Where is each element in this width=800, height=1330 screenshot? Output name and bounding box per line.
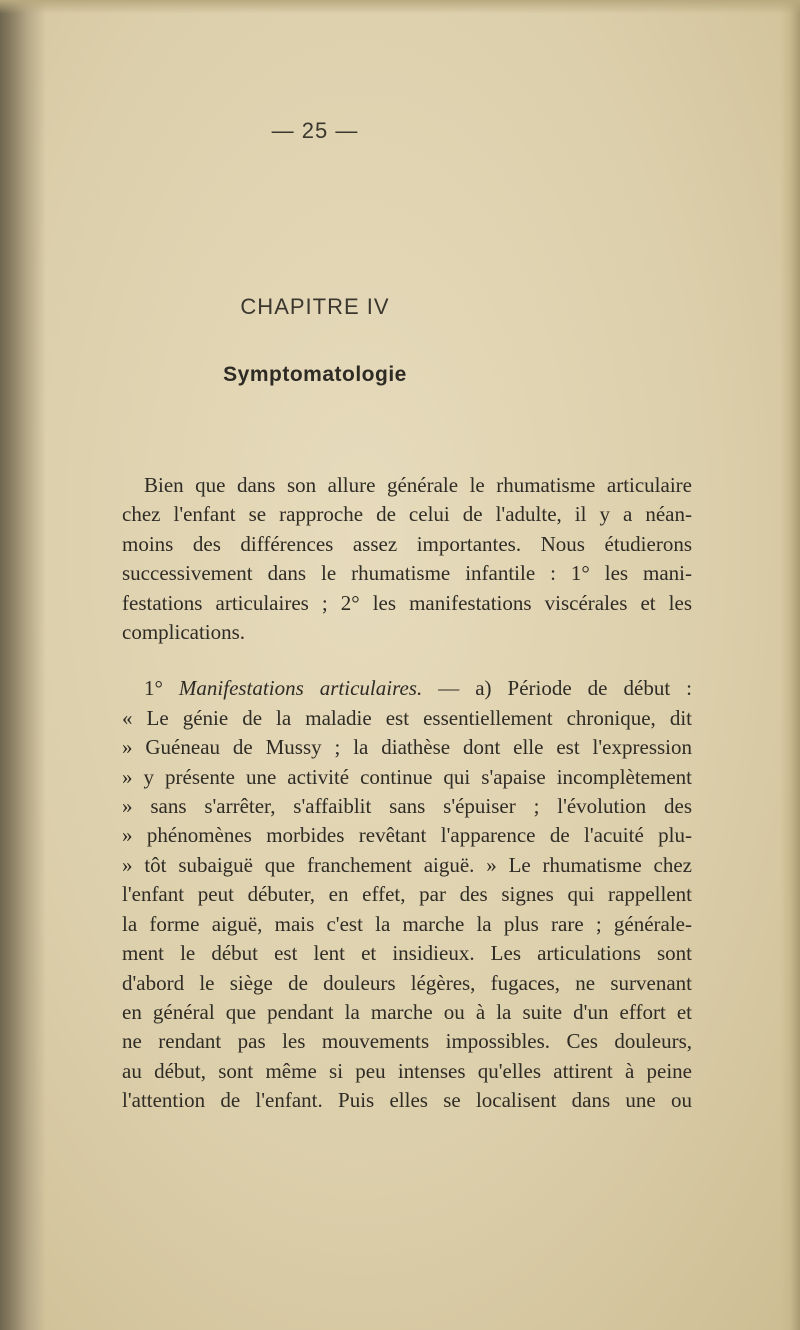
text-line: complications. — [122, 620, 246, 645]
text-line: ment le début est lent et insidieux. Les articulations sont — [122, 941, 692, 966]
text-line: successivement dans le rhumatisme infantile : 1° les mani- — [122, 561, 692, 586]
paragraph-2 — [122, 674, 692, 1115]
paragraph-1 — [122, 471, 692, 647]
text-line: la forme aiguë, mais c'est la marche la plus rare ; générale- — [122, 911, 692, 936]
page-shadow-right — [780, 0, 800, 1330]
page-shadow-top — [0, 0, 800, 14]
text-line: Bien que dans son allure générale le rhumatisme articulaire — [144, 473, 692, 497]
text-line: festations articulaires ; 2° les manifestations viscérales et les — [122, 590, 692, 615]
body-text — [122, 471, 692, 1116]
page-number: — 25 — — [271, 118, 359, 143]
text-line: » tôt subaiguë que franchement aiguë. » Le rhumatisme chez — [122, 852, 692, 877]
heading-italic: Manifestations articulaires. — [178, 676, 423, 701]
text-line: en général que pendant la marche ou à la suite d'un effort et — [122, 999, 692, 1024]
page-shadow-left — [0, 0, 46, 1330]
text-line: » phénomènes morbides revêtant l'apparence de l'acuité plu- — [122, 823, 692, 848]
text-line: l'attention de l'enfant. Puis elles se localisent dans une ou — [122, 1088, 692, 1113]
text-line: » Guéneau de Mussy ; la diathèse dont elle est l'expression — [122, 735, 692, 760]
chapter-heading: CHAPITRE IV — [240, 294, 390, 319]
heading-number: 1° — [144, 676, 163, 701]
text-line: d'abord le siège de douleurs légères, fugaces, ne survenant — [122, 970, 692, 995]
text-line: » sans s'arrêter, s'affaiblit sans s'épuiser ; l'évolution des — [122, 794, 692, 819]
text-line: » y présente une activité continue qui s'apaise incomplètement — [122, 764, 692, 789]
text-line: moins des différences assez importantes. Nous étudierons — [122, 531, 692, 556]
text-line: l'enfant peut débuter, en effet, par des signes qui rappellent — [122, 882, 692, 907]
text-line: « Le génie de la maladie est essentiellement chronique, dit — [122, 705, 692, 730]
text-line: au début, sont même si peu intenses qu'elles attirent à peine — [122, 1058, 692, 1083]
section-title: Symptomatologie — [223, 363, 407, 386]
text-line: chez l'enfant se rapproche de celui de l'adulte, il y a néan- — [122, 502, 692, 527]
paragraph-2-heading — [122, 674, 692, 703]
text-line: ne rendant pas les mouvements impossibles. Ces douleurs, — [122, 1029, 692, 1054]
heading-rest: — a) Période de début : — [422, 676, 692, 701]
